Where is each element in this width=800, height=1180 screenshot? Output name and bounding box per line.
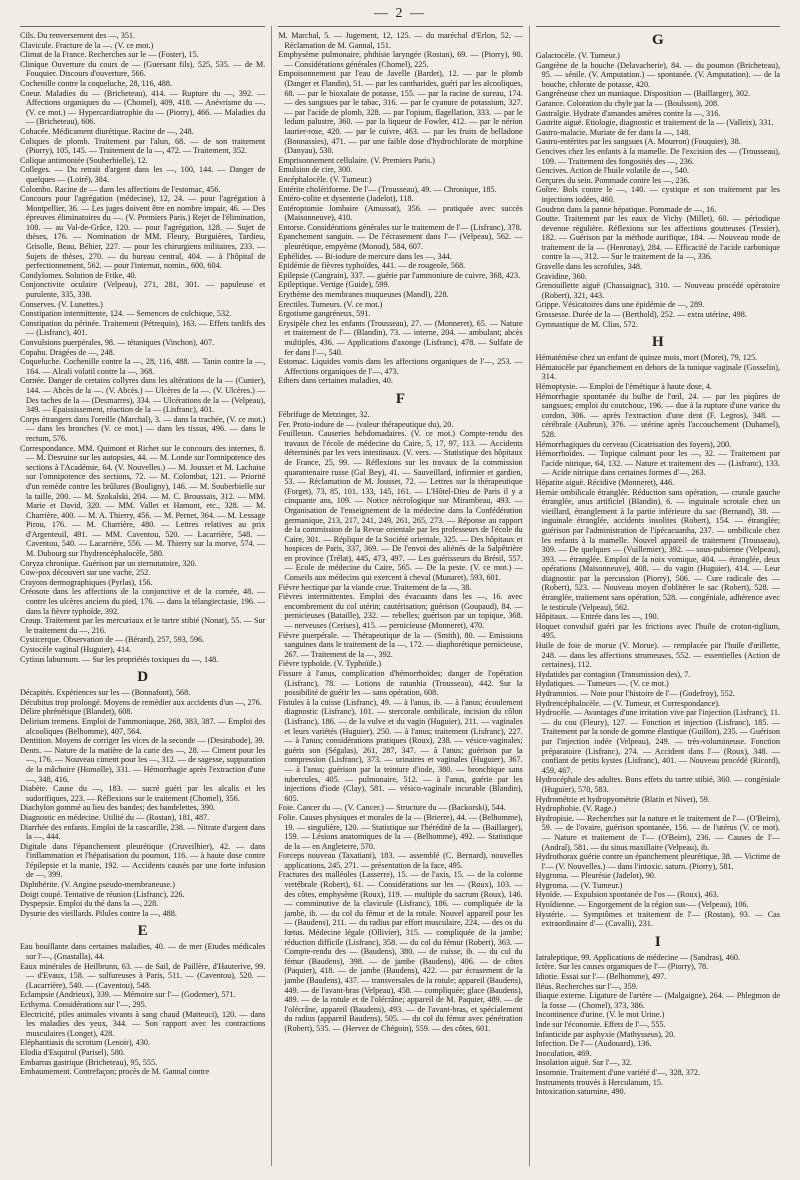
index-entry: Delirium tremens. Emploi de l'ammoniaque, 268, 383, 387. — Emploi des alcooliques (Belhomme), 407, 564.	[20, 716, 266, 736]
section-letter: E	[137, 923, 148, 940]
index-entry: Intoxication saturnine, 490.	[535, 1087, 626, 1097]
index-entry: Epidémie de fièvres typhoïdes, 441. — de rougeole, 568.	[278, 261, 466, 271]
index-entry: Gastro-malacie. Muriate de fer dans la —, 148.	[535, 127, 691, 137]
index-entry: Dysurie des vieillards. Pilules contre la —, 488.	[20, 908, 177, 918]
index-entry: Erectiles. Tumeurs. (V. ce mot.)	[278, 299, 383, 309]
index-entry: Hématémèse chez un enfant de quinze mois, mort (Moret), 79, 125.	[535, 353, 758, 363]
index-entry: Diagnostic en médecine. Utilité du — (Rostan), 181, 487.	[20, 812, 210, 822]
index-entry: Fièvre puerpérale. — Thérapeutique de la — (Smith), 80. — Emissions sanguines dans le traitement de la —, 172. — diaphorétique pernicieuse, 267. — Traitement de la —, 392.	[278, 630, 523, 659]
index-entry: Fractures des malléoles (Lasserre), 15. — de l'axis, 15. — de la colonne vertébrale (Robert), 61. — Considérations sur les — (Roux), 103. — des côtes, emphysème (Roux), 119. — multiple du sacrum (Roux), 146. — comminutive de la clavicule (Lisfranc), 186. — compliquée de la jambe, ib. — du col du fémur et de la rotule. Nouvel appareil pour les — (Baudens), 211. — du radius par effort musculaire, 224. — des os du fœtus. Médecine légale (Ollivier), 315. — compliquée de la jambe; réduction difficile (Lisfranc), 358. — du col du fémur (Robert), 363. — Compte-rendu des — (Baudens), 380. — de cuisse, ib. — du col du fémur (Baudens), 398. — de jambe (Baudens), 406. — de côtes (Paquier), 418. — de jambe (Baudens), 422. — par écrasement de la jambe (Baudens), 437. — transversales de la rotule; appareil (Baudens), 449. — de l'avant-bras (Velpeau), 458. — compliquée; glace (Baudens), 489. — de la rotule et de l'olécrâne; appareil de M. Paquier, 489. — de l'olécrâne, appareil (Baudens), 493. — de l'avant-bras, et spécialement du radius (appareil Baudens), 505. — du col du fémur avec pénétration (Robert), 535. — (Hervez de Chégoin), 559. — des côtes, 601.	[278, 870, 523, 1033]
column-rule	[278, 26, 522, 27]
index-entry: Copahu. Dragées de —, 248.	[20, 347, 115, 357]
page-number: — 2 —	[374, 6, 426, 21]
index-entry: Electricité, piles animales vivants à sang chaud (Matteuci), 120. — dans les maladies des yeux, 344. — Son rapport avec les contractions musculaires (Longet), 428.	[20, 1009, 266, 1038]
index-entry: Digitale dans l'épanchement pleurétique (Cruveilhier), 42. — dans l'inflammation et l'hépatisation du poumon, 116. — à haute dose contre l'épilepsie et la manie, 192. — Accidents causés par une forte infusion de —, 399.	[20, 841, 266, 880]
index-entry: Hémorrhagie spontanée du bulbe de l'œil, 24. — par les piqûres de sangsues; emploi du coutchouc, 196. — due à la rupture d'une varice du cordon, 306. — après l'extraction d'une dent (F. Legros), 348. — cérébrale (Aubrun), 376. — utérine après l'accouchement (Duhamel), 528.	[535, 391, 780, 439]
section-letter: F	[395, 390, 406, 407]
section-letter: D	[137, 669, 149, 686]
index-entry: Hystérie. — Symptômes et traitement de l'— (Rostan), 93. — Cas extraordinaire d'— (Cavalli), 231.	[535, 909, 780, 929]
index-entry: Gastro-entérites par les sangsues (A. Mourron) (Fouquier), 38.	[535, 137, 741, 147]
index-entry: Colombo. Racine de — dans les affections de l'estomac, 456.	[20, 184, 221, 194]
index-entry: Coqueluche. Cochenille contre la —, 28, 116, 488. — Tanin contre la —, 164. — Alcali volatil contre la —, 368.	[20, 357, 266, 376]
index-entry: Emphysème pulmonaire, phthisie laryngée (Rostan), 69. — (Piorry), 90. — Considérations générales (Chomel), 225.	[278, 50, 523, 69]
index-entry: Crayons dermographiques (Pyrlas), 156.	[20, 577, 153, 587]
index-entry: Inoculation, 469.	[535, 1048, 592, 1058]
index-entry: Entorse. Considérations générales sur le traitement de l'— (Lisfranc), 378.	[278, 222, 522, 232]
index-entry: Huile de foie de morue (V. Morue). — remplacée par l'huile d'œillette, 248. — dans les affections strumeuses, 552. — essentielles (Action de certaines), 112.	[535, 641, 780, 670]
index-entry: Garance. Coloration du chyle par la — (Boulsson), 208.	[535, 98, 720, 108]
index-entry: Goutte. Traitement par les eaux de Vichy (Millet), 60. — périodique devenue régulière. Réflexions sur les affections goutteuses (Tessier), 182. — Guérison par la méthode aurifique, 184. — Nouveau mode de traitement de la — (Henrotay), 284. — Efficacité de l'acide carbonique contre la —, 312. — Sur le traitement de la —, 336.	[535, 214, 780, 262]
index-entry: Eau bouillante dans certaines maladies, 40. — de mer (Etudes médicales sur l'—, (Gnastalla), 44.	[20, 942, 266, 962]
index-entry: Hoquet convulsif guéri par les frictions avec l'huile de croton-tiglium, 495.	[535, 621, 780, 641]
index-entry: Folie. Causes physiques et morales de la — (Brierre), 44. — (Belhomme), 19. — singulière, 120. — Statistique sur l'hérédité de la — (Baillarger), 159. — Lésions anatomiques de la — (Belhomme), 492. — Statistique de la — en Angleterre, 570.	[278, 812, 523, 851]
index-entry: Hydrocèle. — Avantages d'une irritation vive par l'injection (Lisfranc), 11. — du cou (Fleury), 127. — Fonction et injection (Lisfranc), 185. — Traitement par la sonde de gomme élastique (Guillon), 235. — Guérison par l'injection iodée (Velpeau), 249. — très-volumineuse. Fonction préparatoire (Lisfranc), 274. — Accident dans l'— (Roux), 348. — confiant de petits kystes (Lisfranc), 401. — Nouveau procédé (Ricord), 459, 467.	[535, 708, 780, 775]
index-entry: Coeur. Maladies du — (Bricheteau), 414. — Rupture du —, 392. — Affections organiques du — (Chomel), 409, 418. — Anévrisme du —. (V. ce mot.) — Hypercardiatrophie du — (Piorry), 466. — Maladies du — (Bricheteau), 606.	[20, 88, 266, 127]
index-entry: Fissure à l'anus, complication d'hémorrhoïdes; danger de l'opération (Lisfranc), 78. — Lotions de ratanhia (Trousseau), 442. Sur la possibilité de guérir les — sans opération, 608.	[278, 669, 523, 698]
index-entry: Cohacée. Médicament diurétique. Racine de —, 248.	[20, 126, 194, 136]
index-entry: Hémorrhoïdes. — Topique calmant pour les —, 32. — Traitement par l'acide nitrique, 64, 132. — Nature et traitement des — (Lisfranc), 133. — Acide nitrique dans certaines formes d'—, 263.	[535, 449, 780, 478]
index-entry: Gencives chez les enfants à la mamelle. De l'excision des — (Trousseau), 109. — Traitement des fongosités des —, 236.	[535, 146, 780, 166]
index-entry: Eaux minérales de Heilbrunn, 63. — de Sail, de Paillère, d'Hauterive, 99. — d'Evaux, 158. — sulfureuses à Paris, 511. — (Caventou), 520. — (Lacarrière), 540. — (Caventou), 548.	[20, 961, 266, 990]
index-entry: Condylomes. Solution de Frike, 40.	[20, 270, 137, 280]
section-letter: I	[654, 933, 661, 950]
index-entry: Diphthérite. (V. Angine pseudo-membraneuse.)	[20, 880, 175, 890]
index-entry: Epilepsie (Cangrain), 337. — guérie par l'ammoniure de cuivre, 368, 423.	[278, 270, 521, 280]
index-entry: Goître. Bols contre le —, 140. — cystique et son traitement par les injections iodées, 460.	[535, 185, 780, 204]
index-entry: Iatraleptique, 99. Applications de médecine — (Sandras), 460.	[535, 952, 741, 962]
index-entry: Hyoïdienne. — Engorgement de la région sus-— (Velpeau), 106.	[535, 900, 749, 910]
index-entry: Incontinence d'urine. (V. le mot Urine.)	[535, 1010, 665, 1020]
index-entry: Cow-pox découvert sur une vache, 252.	[20, 568, 151, 578]
index-column-1	[14, 26, 271, 1166]
index-entry: Galactocèle. (V. Tumeur.)	[535, 51, 620, 60]
index-entry: Hémoptysie. — Emploi de l'émétique à haute dose, 4.	[535, 382, 712, 391]
index-entry: Hématocèle par épanchement en dehors de la tunique vaginale (Gosselin), 314.	[535, 362, 780, 382]
index-entry: Hygroma. — (V. Tumeur.)	[535, 880, 623, 890]
index-entry: Ictère. Sur les causes organiques de l'— (Piorry), 78.	[535, 962, 709, 972]
index-entry: Hydropisie. — Recherches sur la nature et le traitement de l'— (O'Beirn), 59. — de l'ovaire, guérison spontanée, 156. — de l'utérus (V. ce mot). — Nature et traitement de l'— (O'Beirn), 236. — Causes de l'— (Andral), 581. — du sinus maxillaire (Velpeau), ib.	[535, 813, 780, 852]
index-entry: Insomnie. Traitement d'une variété d'—, 328, 372.	[535, 1067, 701, 1077]
index-entry: Hydrométrie et hydropyométrie (Blatin et Nivet), 59.	[535, 794, 710, 804]
index-entry: Cystocèle vaginal (Huguier), 414.	[20, 645, 132, 654]
section-letter: H	[651, 334, 664, 351]
index-entry: Fébrifuge de Metzinger, 32.	[278, 409, 370, 419]
index-entry: Diachylon gommé au lieu des bandes; des bandelettes, 390.	[20, 803, 216, 813]
index-entry: Dyspepsie. Emploi du thé dans la —, 228.	[20, 899, 159, 909]
index-entry: Décapités. Expériences sur les — (Bonnafont), 568.	[20, 688, 191, 698]
index-entry: Coryza chronique. Guérison par un sternutatoire, 320.	[20, 558, 197, 568]
column-rule	[536, 26, 780, 27]
index-entry: Gymnastique de M. Clias, 572.	[535, 319, 638, 329]
index-entry: M. Marchal, 5. — Jugement, 12, 125. — du maréchal d'Erlon, 52. — Réclamation de M. Gannal, 151.	[278, 31, 523, 50]
index-entry: Colique antimoniée (Souberbielle), 12.	[20, 155, 148, 165]
index-entry: Clinique Ouverture du cours de — (Guersant fils), 525, 535. — de M. Fouquier. Discours d'ouverture, 566.	[20, 59, 266, 79]
index-entry: Hydrothorax guérie contre un épanchement pleurétique, 38. — Victime de l'— (V. Nouvelles.) — dans l'intoxic. saturn. (Piorry), 581.	[535, 852, 780, 871]
index-entry: Foie. Cancer du —. (V. Cancer.) — Structure du — (Backorski), 544.	[278, 803, 506, 813]
index-entry: Embarras gastrique (Bricheteau), 95, 555.	[20, 1057, 158, 1067]
index-entry: Ethers dans certaines maladies, 40.	[278, 376, 393, 386]
column-rule	[20, 26, 265, 27]
index-entry: Dentition. Moyens de corriger les vices de la seconde — (Desirabode), 39.	[20, 736, 265, 746]
index-entry: Gravidine, 360.	[535, 271, 587, 281]
index-entry: Inde sur l'économie. Effets de l'—, 555.	[535, 1020, 666, 1029]
index-entry: Entérite cholériforme. De l'— (Trousseau), 49. — Chronique, 185.	[278, 184, 497, 194]
index-entry: Hydrencéphalocèle. — (V. Tumeur, et Correspondance).	[535, 698, 721, 708]
index-entry: Erythème des membranes muqueuses (Mandl), 228.	[278, 290, 449, 300]
index-entry: Cytisus laburnum. — Sur les propriétés toxiques du —, 148.	[20, 654, 219, 664]
index-entry: Gastrite aiguë. Etiologie, diagnostic et traitement de la — (Valleix), 331.	[535, 118, 774, 128]
index-entry: Gangrène de la bouche (Delavacherie), 84. — du poumon (Bricheteau), 95. — sénile. (V. Amputation.) — spontanée. (V. Amputation). — de la bouche, chlorate de potasse, 420.	[535, 60, 780, 89]
index-entry: Fièvre typhoïde. (V. Typhoïde.)	[278, 659, 382, 669]
index-entry: Embaumement. Contrefaçon; procès de M. Gannal contre	[20, 1067, 210, 1077]
index-entry: Grippe. Vésicatoires dans une épidémie de —, 289.	[535, 300, 705, 310]
index-entry: Gangréneuse chez un maniaque. Disposition — (Baillarger), 302.	[535, 89, 751, 99]
index-entry: Dents. — Nature de la matière de la carie des —, 28. — Ciment pour les —, 176. — Nouveau ciment pour les —, 312. — de sagesse, suppuration de la mâchoire (Homolle), 331. — Hémorrhagie après l'extraction d'une —, 348, 416.	[20, 745, 266, 784]
index-entry: Ergotisme gangréneux, 591.	[278, 309, 371, 319]
index-entry: Colleges. — Du retrait d'argent dans les —, 100, 144. — Danger de quelques — (Loiré), 384.	[20, 165, 266, 184]
index-entry: Gravelle dans les scrofules, 348.	[535, 262, 643, 272]
index-entry: Décubitus trop prolongé. Moyens de remédier aux accidents d'un —, 276.	[20, 697, 262, 707]
index-entry: Idiotie. Essai sur l'— (Belhomme), 497.	[535, 972, 667, 982]
index-entry: Hydramnios. — Note pour l'histoire de l'— (Godefroy), 552.	[535, 689, 735, 698]
index-entry: Convulsions puerpérales, 98. — tétaniques (Vinchon), 407.	[20, 338, 215, 347]
index-entry: Cysticerque. Observation de — (Bérard), 257, 593, 596.	[20, 635, 205, 645]
index-entry: Délire phrénétique (Blandet), 608.	[20, 707, 133, 717]
index-entry: Estomac. Liquides vomis dans les affections organiques de l'—, 253. — Affections organiques de l'—, 473.	[278, 357, 523, 376]
index-column-3	[529, 26, 786, 1166]
index-entry: Gerçures du sein. Pommade contre les —, 236.	[535, 175, 690, 185]
index-entry: Ephélides. — Bi-iodure de mercure dans les —, 344.	[278, 251, 452, 261]
index-entry: Diabète. Cause du —, 183. — sucré guéri par les alcalis et les sudorifiques, 223. — Réflexions sur le traitement (Chomel), 356.	[20, 784, 266, 803]
index-entry: Conserves. (V. Lunettes.)	[20, 299, 103, 309]
index-entry: Epileptique. Vertige (Guide), 599.	[278, 280, 390, 290]
index-entry: Constipation du périnée. Traitement (Pétrequin), 163. — Effets tardifs des — (Lisfranc), 401.	[20, 318, 266, 338]
index-entry: Erysipèle chez les enfants (Trousseau), 27. — (Monneret), 65. — Nature et traitement de l'— (Blandin), 73. — interne, 204. — ambulant; abcès multiples, 436. — Applications d'axonge (Lisfranc), 478. — Sulfate de fer dans l'—, 540.	[278, 318, 523, 357]
index-column-2	[271, 26, 528, 1166]
index-entry: Infection. De l'— (Audouard), 136.	[535, 1039, 652, 1049]
index-entry: Gastralgie. Hydrate d'amandes amères contre la —, 316.	[535, 108, 721, 118]
index-entry: Insolation aiguë. Sur l'—, 32.	[535, 1058, 632, 1068]
index-entry: Hépatite aiguë. Récidive (Monneret), 446.	[535, 477, 675, 487]
index-entry: Emprisonnement cellulaire. (V. Premiers Paris.)	[278, 155, 435, 165]
index-entry: Hygroma. — Pleurésie (Jadelot), 90.	[535, 871, 656, 881]
index-entry: Cochenille contre la coqueluche, 28, 116, 488.	[20, 78, 173, 88]
index-entry: Encéphalocèle. (V. Tumeur.)	[278, 174, 372, 184]
index-entry: Hydrocéphale des adultes. Bons effets du tartre stibié, 360. — congéniale (Huguier), 570, 583.	[535, 775, 780, 794]
index-entry: Clavicule. Fracture de la —. (V. ce mot.)	[20, 40, 154, 50]
index-entry: Hôpitaux. — Entrée dans les —, 190.	[535, 612, 659, 622]
index-entry: Créosote dans les affections de la conjonctive et de la cornée, 48. — contre les ulcères anciens du pied, 176. — dans la télangiectasie, 196. — dans la fièvre typhoïde, 392.	[20, 587, 266, 616]
index-entry: Hernie ombilicale étranglée. Réduction sans opération, — crurale gauche étranglée, anus artificiel (Blandin), 6. — inguinale scrotale chez un vieillard, étranglement à la partie inférieure du sac (Bernand), 38. — inguinale étranglée, accidents insolites (Robert), 154. — étranglée; guérison par l'administration de l'ipécacuanha, 237. — ombilicale chez les enfants à la mamelle. Nouvel appareil de traitement (Trousseau), 309. — De quelques — (Vuillemier), 392. — sous-pubienne (Velpeau), 393. — étranglée. Emploi de la noix vomique, 404. — étranglée, deux opérations (Maisonneuve), 408. — du vagin (Huguier), 414. — Leur diagnostic par la percussion (Piorry), 506. — Cure radicale des — (Robert), 523. — Nouveau moyen d'oblitérer le sac (Robert), 528. — étranglée, traitement sans opération, 528. — congéniale, adhérence avec le testicule (Velpeau), 562.	[535, 487, 780, 612]
index-entry: Forceps nouveau (Taxatiani), 183. — assemblé (C. Bernard), nouvelles applications, 245, 271. — présentation de la face, 495.	[278, 851, 523, 870]
index-entry: Coliques de plomb. Traitement par l'alun, 68. — de son traitement (Piorry), 105, 145. — Traitement de la —, 472. — Traitement, 352.	[20, 136, 266, 156]
index-entry: Ecthyma. Considérations sur l'—, 295.	[20, 1000, 147, 1009]
index-entry: Correspondance. MM. Quimont et Richet sur le concours des internes, 8. — M. Desruine sur les autopsies, 44. — M. Londe sur l'omnipotence des sections à l'Académie, 64. (V. Nouvelles.) — M. Jousset et M. Lachaise sur l'omnipotence des sections, 72. — M. Colombat, 121. — Priorité d'un remède contre les brûlures (Bouligny), 146. — M. Souberbielle sur la taille, 200. — M. Szokalski, 204. — M. C. Broussais, 312. — MM. Marie et David, 320. — MM. Vallet et Hamont, etc., 328. — M. Charrière, 400. — M. A. Thierry, 456. — M. Pernet, 364. — M. Lessage Pirou, 176. — M. Charrière, 480. — Lettres relatives au prix d'Argenteuil, 491. — MM. Caventou, 520. — Lacarrière, 548. — Caventou, 540. — Lacarrière, 556. — M. Thierry sur la morve, 574. — M. Dubourg sur l'hydrencéphalocèle, 580.	[20, 443, 266, 559]
index-entry: Fistules à la cuisse (Lisfranc), 49. — à l'anus, ib. — à l'anus; écoulement diagnostic (Lisfranc), 101. — stercorale ombilicale, incision du côlon (Lisfranc), 186. — de la vulve et du vagin (Huguier), 211. — vaginales et leurs variétés (Huguier), 250. — à l'anus; traitement (Lisfranc), 227. — à l'anus; considérations pratiques (Roux), 238. — vésico-vaginales; guéris son (Ségalas), 261, 287, 347. — à l'anus; guérison par la compression (Lisfranc), 373. — urinaires et vaginales (Huguier), 367. — à l'anus; guérison par la teinture d'iode, 380. — bronchique sans tubercules, 405. — pulmonaire, 512. — à l'anus, guérie par les injections d'iode (Clay), 581. — vésico-vaginale incurable (Blandin), 605.	[278, 697, 523, 803]
index-entry: Empoisonnement par l'eau de Javelle (Bardet), 12. — par le plomb (Danger et Flandin), 51. — par les cantharides, guéri par les alcooliques, 68. — par le bioxalate de potasse, 155. — par la racine de sureau, 174. — des sangsues par le tabac, 316. — par le cyanure de potassium, 327. — par l'acide de plomb, 328. — par l'opium, flagellation, 333. — par le ledum palustre, 360. — par la liqueur de Fowler, 412. — par le nérion laurier-rose, 420. — par le cuivre, 463. — par les fruits de belladone (Bonnassies), 471. — par une faible dose d'hydrochlorate de morphine (Danyau), 530.	[278, 69, 523, 156]
index-entry: Emulsion de cire, 300.	[278, 165, 353, 175]
index-entry: Corps étrangers dans l'oreille (Marchal), 3. — dans la trachée, (V. ce mot.) — dans les bronches (V. ce mot.) — dans les tissus, 496. — dans le rectum, 576.	[20, 414, 266, 443]
index-entry: Goudron dans la panne hépatique. Pommade de —, 16.	[535, 204, 717, 214]
index-entry: Epanchement sanguin. — De l'écrasement dans l'— (Velpeau), 562. — pleurétique, empyème (Monod), 584, 607.	[278, 232, 523, 252]
index-entry: Eclampsie (Andrieux), 339. — Mémoire sur l'— (Godemer), 571.	[20, 990, 236, 1000]
index-entry: Conjonctivite oculaire (Velpeau), 271, 281, 301. — papuleuse et purulente, 335, 338.	[20, 280, 266, 300]
index-entry: Doigt coupé. Tentative de réunion (Lisfranc), 226.	[20, 889, 185, 899]
index-entry: Hémorrhagiques du cerveau (Cicatrisation des foyers), 200.	[535, 439, 732, 449]
index-entry: Cils. Du renversement des —, 351.	[20, 31, 136, 40]
index-entry: Cornée. Danger de certains collyres dans les altérations de la — (Cunier), 144. — Abcès de la —. (V. Abcès.) — Ulcères de la —. (V. Ulcères.) — Des taches de la — (Desmarres), 334. — Ulcérations de la — (Velpeau), 349. — Epaississement, réaction de la — (Lisfranc), 401.	[20, 376, 266, 415]
index-entry: Fièvres intermittentes. Emploi des évacuants dans les —, 16. avec encombrement du col utérin; cautérisation; guérison (Goupaud), 84. — pernicieuses (Bataille), 232. — rebelles; guérison par un topique, 368. — nerveuses (Cerises), 415. — pernicieuse (Monneret), 470.	[278, 592, 523, 631]
index-entry: Gencives. Action de l'huile volatile de —, 540.	[535, 166, 690, 176]
index-entry: Hydrophobie. (V. Rage.)	[535, 804, 617, 814]
index-entry: Grenouillette aiguë (Chassaignac), 310. — Nouveau procédé opératoire (Robert), 321, 443.	[535, 281, 780, 300]
index-entry: Elodia d'Esquirol (Parisel), 580.	[20, 1047, 125, 1057]
index-entry: Hyoïde. — Expulsion spontanée de l'os — (Roux), 463.	[535, 890, 719, 900]
index-entry: Hydatides par contagion (Transmission des), 7.	[535, 669, 691, 679]
index-entry: Feuilleton. Causeries hebdomadaires. (V. ce mot.) Compte-rendu des travaux de l'école de médecine du Caire, 5, 17, 97, 113. — Accidents déterminés par les vers intestinaux. (V. vers. — Statistique des hôpitaux de France, 25, 99. — Réflexions sur les travaux de la commission quarantenaire russe (Gal Bey), 41. — Sauveillard, infirmier et gardien, 53. — Réclamation de M. Jousset, 72. — Lettres sur la thérapeutique (Forget), 73, 85, 101, 133, 145, 161. — L'Hôtel-Dieu de Paris il y a cinquante ans, 109. — Notice nécrologique sur Mirambeau, 493. — Organisation de l'enseignement de la médecine dans la Confédération germanique, 213, 217, 241, 249, 261, 265, 273. — Réponse au rapport de la commission de la Revue orientale par les professeurs de l'école du Caire, 301. — Réplique de la Société orientale, 325. — Des hôpitaux et hospices de Paris, 337, 369. — De l'envoi des aliénés de la Salpêtrière en province (Trélat), 445, 473, 497. — Les guérisseurs du Brésil, 557. — Ecole de médecine du Caire, 565. — De la peste. (V. ce mot.) — Conseils aux médecins qui exercent à cheval (Munaret), 593, 601.	[278, 429, 523, 583]
index-entry: Climat de la France. Recherches sur le — (Foster), 15.	[20, 50, 199, 60]
index-entry: Fer. Proto-iodure de — (valeur thérapeutique du), 20.	[278, 419, 454, 429]
index-entry: Constipation intermittente, 124. — Semences de colchique, 532.	[20, 309, 232, 319]
index-entry: Diarrhée des enfants. Emploi de la cascarille, 238. — Nitrate d'argent dans la —, 444.	[20, 822, 266, 842]
index-entry: Grossesse. Durée de la — (Berthold), 252. — extra utérine, 498.	[535, 310, 747, 320]
index-entry: Entéroptomie lombaire (Amussat), 356. — pratiquée avec succès (Maisonneuve), 410.	[278, 203, 523, 223]
index-entry: Iliaque externe. Ligature de l'artère — (Malgaigne), 264. — Phlegmon de la fosse — (Chomel), 373, 386.	[535, 991, 780, 1010]
index-entry: Fièvre hectique par la viande crue. Traitement de la —, 38.	[278, 582, 472, 592]
index-columns	[14, 26, 786, 1166]
index-entry: Instruments trouvés à Herculanum, 15.	[535, 1077, 663, 1087]
section-letter: G	[651, 32, 664, 48]
index-entry: Eléphantiasis du scrotum (Lenoir), 430.	[20, 1038, 151, 1048]
index-entry: Iléus. Recherches sur l'—, 359.	[535, 981, 638, 991]
index-entry: Concours pour l'agrégation (médecine), 12, 24. — pour l'agrégation à Montpellier, 36. — Les juges doivent être en nombre impair, 46. — Des épreuves éliminatoires du —. (V. Premiers Paris.) Rejet de l'élimination, 108. — au Val-de-Grâce, 120. — pour l'agrégation, 128. — Sujet de thèses, 176. — Nomination de MM. Fleury, Burguières, Tardieu, Grisolle, Beau, Béhier, 227. — pour les chirurgiens militaires, 233. — Sujets de thèses, 270. — du bureau central, 404. — à l'hôpital de perfectionnement, 562. — pour l'internat, nomin., 600, 604.	[20, 194, 266, 271]
index-entry: Croup. Traitement par les mercuriaux et le tartre stibié (Nonat), 55. — Sur le traitement du —, 216.	[20, 616, 266, 635]
index-entry: Entéro-colite et dysenterie (Jadelot), 118.	[278, 194, 414, 204]
index-entry: Infanticide par asphyxie (Mathysseus), 20.	[535, 1029, 676, 1039]
index-entry: Hydatiques. — Tumeurs —. (V. ce mot.)	[535, 679, 669, 689]
